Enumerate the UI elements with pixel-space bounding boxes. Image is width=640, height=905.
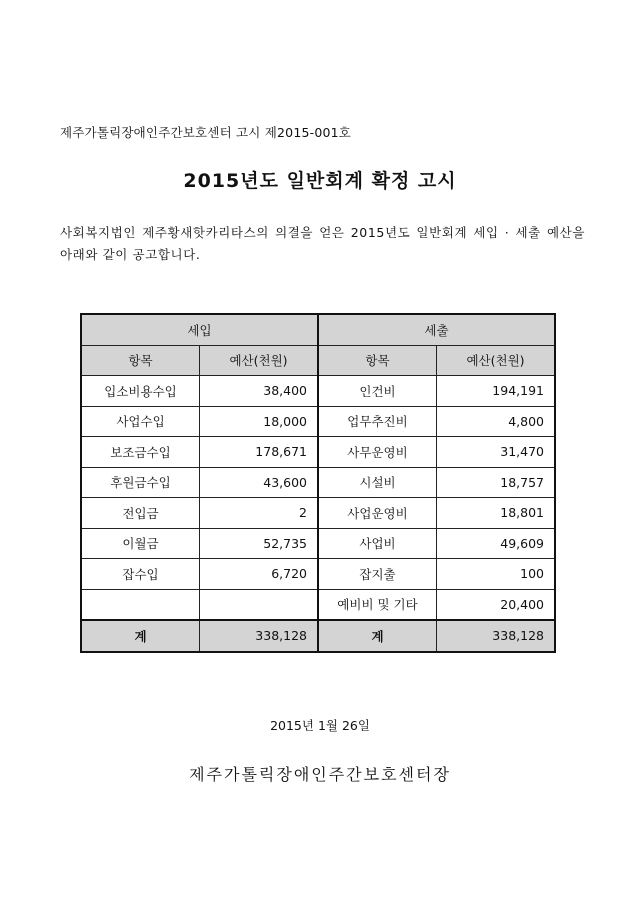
expense-item: 사업운영비: [318, 498, 437, 529]
expense-total-label: 계: [318, 620, 437, 652]
table-row: [81, 376, 555, 407]
notice-date: 2015년 1월 26일: [270, 718, 370, 733]
expense-item: 사무운영비: [318, 437, 437, 468]
expense-amount: 100: [437, 559, 556, 590]
expense-amount-col-header: 예산(천원): [437, 345, 556, 376]
income-amount: 52,735: [200, 528, 319, 559]
table-subheader-row: [81, 345, 555, 376]
total-row: [81, 620, 555, 652]
expense-item: 사업비: [318, 528, 437, 559]
expense-amount: 194,191: [437, 376, 556, 407]
income-item-col-header: 항목: [81, 345, 200, 376]
income-amount: 18,000: [200, 406, 319, 437]
income-amount: 43,600: [200, 467, 319, 498]
expense-item-col-header: 항목: [318, 345, 437, 376]
table-row: [81, 467, 555, 498]
table-row: [81, 528, 555, 559]
income-amount: 178,671: [200, 437, 319, 468]
table-header-row: [81, 314, 555, 345]
income-total: 338,128: [200, 620, 319, 652]
expense-item: 예비비 및 기타: [318, 589, 437, 620]
income-item: 입소비용수입: [81, 376, 200, 407]
table-row: [81, 406, 555, 437]
income-item: [81, 589, 200, 620]
expense-amount: 20,400: [437, 589, 556, 620]
expense-item: 인건비: [318, 376, 437, 407]
income-item: 사업수입: [81, 406, 200, 437]
expense-item: 잡지출: [318, 559, 437, 590]
expense-item: 업무추진비: [318, 406, 437, 437]
expense-amount: 31,470: [437, 437, 556, 468]
issuer-name: 제주가톨릭장애인주간보호센터장: [189, 765, 451, 784]
income-amount: 2: [200, 498, 319, 529]
page-title: 2015년도 일반회계 확정 고시: [183, 170, 457, 192]
income-item: 보조금수입: [81, 437, 200, 468]
table-row: [81, 498, 555, 529]
income-total-label: 계: [81, 620, 200, 652]
intro-paragraph: 사회복지법인 제주황새핫카리타스의 의결을 얻은 2015년도 일반회계 세입 · 세출 예산을 아래와 같이 공고합니다.: [60, 225, 585, 262]
expense-amount: 18,801: [437, 498, 556, 529]
expense-amount: 49,609: [437, 528, 556, 559]
expense-amount: 4,800: [437, 406, 556, 437]
income-item: 후원금수입: [81, 467, 200, 498]
expense-amount: 18,757: [437, 467, 556, 498]
table-row: [81, 437, 555, 468]
table-row: [81, 559, 555, 590]
income-amount: 6,720: [200, 559, 319, 590]
income-item: 전입금: [81, 498, 200, 529]
expense-item: 시설비: [318, 467, 437, 498]
income-header: 세입: [81, 314, 318, 345]
income-item: 이월금: [81, 528, 200, 559]
income-amount: 38,400: [200, 376, 319, 407]
notice-number: 제주가톨릭장애인주간보호센터 고시 제2015-001호: [60, 125, 352, 140]
table-row: [81, 589, 555, 620]
income-item: 잡수입: [81, 559, 200, 590]
expense-header: 세출: [318, 314, 555, 345]
income-amount: [200, 589, 319, 620]
budget-table: [80, 313, 556, 653]
expense-total: 338,128: [437, 620, 556, 652]
income-amount-col-header: 예산(천원): [200, 345, 319, 376]
